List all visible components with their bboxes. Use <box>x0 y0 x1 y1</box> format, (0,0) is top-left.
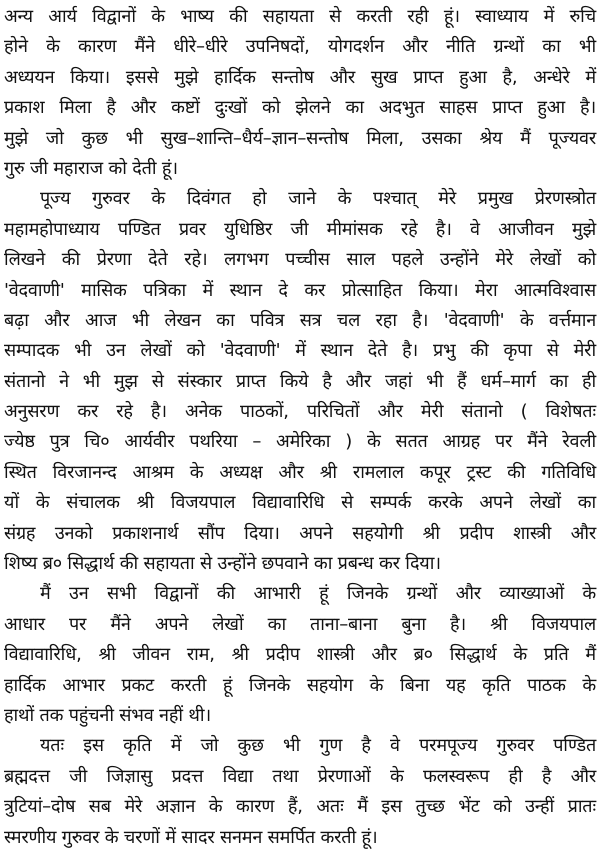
text-line: हाथों तक पहुंचनी संभव नहीं थी। <box>4 704 211 726</box>
text-line: ब्रह्मदत्त जी जिज्ञासु प्रदत्त विद्या तथा प्रेरणाओं के फलस्वरूप ही है और <box>4 765 596 787</box>
text-line: स्मरणीय गुरुवर के चरणों में सादर सनमन समर्पित करती हूं। <box>4 826 378 848</box>
text-line: मैं उन सभी विद्वानों की आभारी हूं जिनके ग्रन्थों और व्याख्याओं के <box>40 583 596 605</box>
text-line: अन्य आर्य विद्वानों के भाष्य की सहायता से करती रही हूं। स्वाध्याय में रुचि <box>4 6 596 27</box>
text-line: यतः इस कृति में जो कुछ भी गुण है वे परमपूज्य गुरुवर पण्डित <box>40 735 596 757</box>
text-line: विद्यावारिधि, श्री जीवन राम, श्री प्रदीप शास्त्री और ब्र० सिद्धार्थ के प्रति मैं <box>4 644 596 666</box>
text-line: प्रकाश मिला है और कष्टों दुःखों को झेलने का अदभुत साहस प्राप्त हुआ है। <box>4 97 596 119</box>
text-line: अध्ययन किया। इससे मुझे हार्दिक सन्तोष और सुख प्राप्त हुआ है, अन्धेरे में <box>4 66 596 88</box>
text-line: यों के संचालक श्री विजयपाल विद्यावारिधि से सम्पर्क करके अपने लेखों का <box>4 492 596 514</box>
text-line: शिष्य ब्र० सिद्धार्थ की सहायता से उन्होंने छपवाने का प्रबन्ध कर दिया। <box>4 553 441 575</box>
text-line: आधार पर मैंने अपने लेखों का ताना–बाना बुना है। श्री विजयपाल <box>4 613 596 635</box>
paragraph-4 <box>4 731 596 853</box>
paragraph-1 <box>4 2 596 184</box>
text-line: सम्पादक भी उन लेखों को 'वेदवाणी' में स्थान देते है। प्रभु की कृपा से मेरी <box>4 340 596 362</box>
paragraph-3 <box>4 579 596 731</box>
text-line: बढ़ा और आज भी लेखन का पवित्र सत्र चल रहा है। 'वेदवाणी' के वर्त्तमान <box>4 309 596 331</box>
text-line: त्रुटियां–दोष सब मेरे अज्ञान के कारण हैं, अतः मैं इस तुच्छ भेंट को उन्हीं प्रातः <box>4 796 596 818</box>
text-line: गुरु जी महाराज को देती हूं। <box>4 157 178 179</box>
text-line: संग्रह उनको प्रकाशनार्थ सौंप दिया। अपने सहयोगी श्री प्रदीप शास्त्री और <box>4 522 596 544</box>
text-line: लिखने की प्रेरणा देते रहे। लगभग पच्चीस साल पहले उन्होंने मेरे लेखों को <box>4 249 596 271</box>
text-line: अनुसरण कर रहे है। अनेक पाठकों, परिचितों और मेरी संतानो ( विशेषतः <box>4 401 596 423</box>
text-line: ज्येष्ठ पुत्र चि० आर्यवीर पथरिया – अमेरिका ) के सतत आग्रह पर मैंने रेवली <box>4 431 596 453</box>
paragraph-2 <box>4 184 596 579</box>
text-line: 'वेदवाणी' मासिक पत्रिका में स्थान दे कर प्रोत्साहित किया। मेरा आत्मविश्वास <box>4 279 596 301</box>
text-line: महामहोपाध्याय पण्डित प्रवर युधिष्ठिर जी मीमांसक रहे है। वे आजीवन मुझे <box>4 218 596 240</box>
text-line: स्थित विरजानन्द आश्रम के अध्यक्ष और श्री रामलाल कपूर ट्रस्ट की गतिविधि <box>4 461 596 483</box>
text-line: हार्दिक आभार प्रकट करती हूं जिनके सहयोग के बिना यह कृति पाठक के <box>4 674 596 696</box>
text-line: होने के कारण मैंने धीरे–धीरे उपनिषदों, योगदर्शन और नीति ग्रन्थों का भी <box>4 36 596 58</box>
text-line: मुझे जो कुछ भी सुख–शान्ति–धैर्य–ज्ञान–सन्तोष मिला, उसका श्रेय मैं पूज्यवर <box>4 127 596 149</box>
text-line: पूज्य गुरुवर के दिवंगत हो जाने के पश्चात् मेरे प्रमुख प्रेरणस्त्रोत <box>40 188 596 210</box>
text-line: संतानो ने भी मुझ से संस्कार प्राप्त किये है और जहां भी हैं धर्म–मार्ग का ही <box>4 370 596 392</box>
